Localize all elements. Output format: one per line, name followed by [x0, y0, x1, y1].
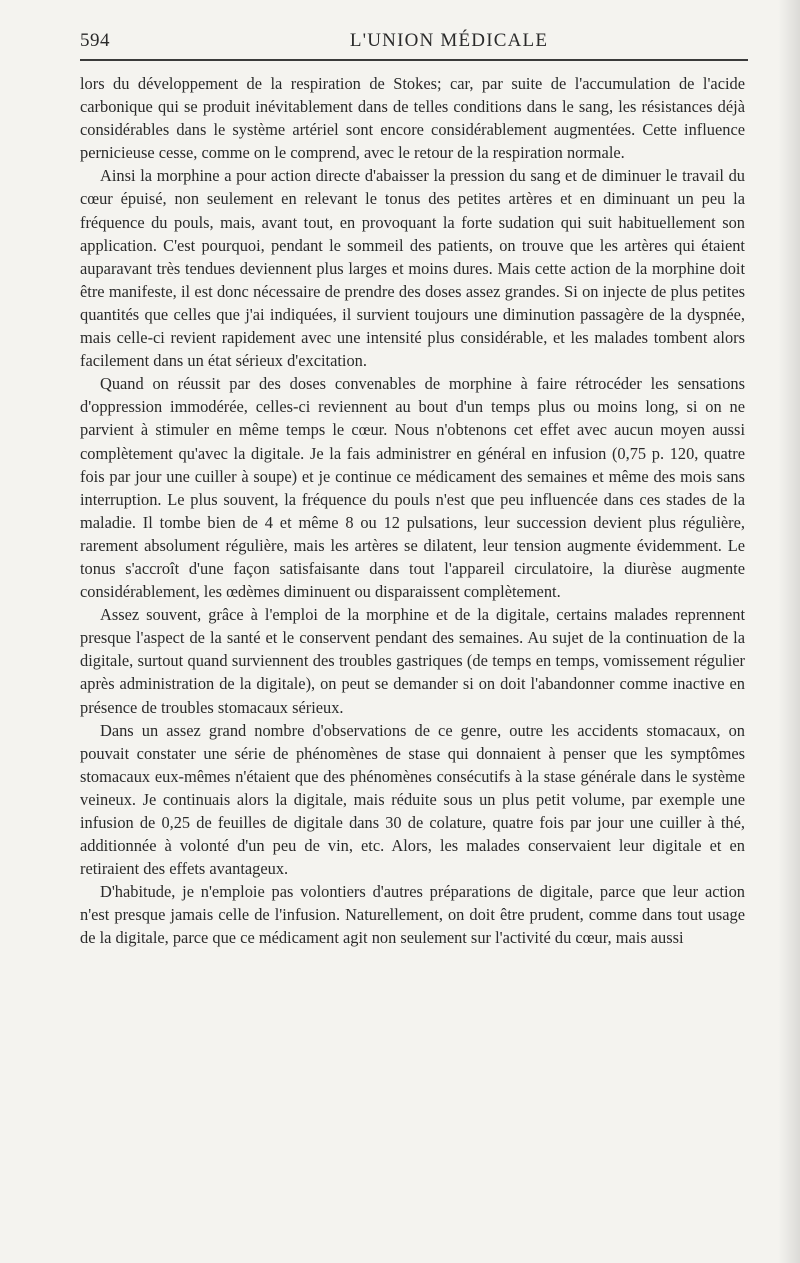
- page-header: [80, 30, 748, 56]
- paragraph-continuation: Assez souvent, grâce à l'emploi de la morphine et de la digitale, certains malades reprennent presque l'aspect de la santé et le conservent pendant des semaines. Au sujet de la continuation de la digitale, surtout quand surviennent des troubles gastriques (de temps en temps, vomissement régulier après administration de la digitale), on peut se demander si on doit l'abandonner comme inactive en présence de troubles stomacaux sérieux.: [80, 605, 745, 717]
- page-edge-shadow: [778, 0, 800, 1263]
- paragraph-preparations: D'habitude, je n'emploie pas volontiers d'autres préparations de digitale, parce que leur action n'est presque jamais celle de l'infusion. Naturellement, on doit être prudent, comme dans tout usage de la digitale, parce que ce médicament agit non seulement sur l'activité du cœur, mais aussi: [80, 882, 745, 948]
- paragraph-digitale-infusion: Quand on réussit par des doses convenables de morphine à faire rétrocéder les sensations d'oppression immodérée, celles-ci reviennent au bout d'un temps plus ou moins long, si on ne parvient à stimuler en même temps le cœur. Nous n'obtenons cet effet avec aucun moyen aussi complètement qu'avec la digitale. Je la fais administrer en général en infusion (0,75 p. 120, quatre fois par jour une cuiller à soupe) et je continue ce médicament des semaines et même des mois sans interruption. Le plus souvent, la fréquence du pouls n'est que peu influencée dans ces stades de la maladie. Il tombe bien de 4 et même 8 ou 12 pulsations, leur succession devient plus régulière, rarement absolument régulière, mais les artères se dilatent, leur tension augmente évidemment. Le tonus s'accroît d'une façon satisfaisante dans tout l'appareil circulatoire, la diurèse augmente considérablement, les œdèmes diminuent ou disparaissent complètement.: [80, 374, 745, 602]
- paragraph-continued: lors du développement de la respiration de Stokes; car, par suite de l'accumulation de l'acide carbonique qui se produit inévitablement dans de telles conditions dans le sang, les résistances déjà considérables dans le système artériel sont encore considérablement augmentées. Cette influence pernicieuse cesse, comme on le comprend, avec le retour de la respiration normale.: [80, 74, 745, 163]
- paragraph-stase: Dans un assez grand nombre d'observations de ce genre, outre les accidents stomacaux, on pouvait constater une série de phénomènes de stase qui donnaient à penser que les symptômes stomacaux eux-mêmes n'étaient que des phénomènes consécutifs à la stase générale dans le système veineux. Je continuais alors la digitale, mais réduite sous un plus petit volume, par exemple une infusion de 0,25 de feuilles de digitale dans 30 de colature, quatre fois par jour une cuiller à thé, additionnée à volonté d'un peu de vin, etc. Alors, les malades conservaient leur digitale et en retiraient des effets avantageux.: [80, 720, 745, 879]
- header-rule: [80, 59, 748, 61]
- page-number: 594: [80, 30, 110, 51]
- paragraph-morphine-action: Ainsi la morphine a pour action directe d'abaisser la pression du sang et de diminuer le travail du cœur épuisé, non seulement en relevant le tonus des petites artères et en diminuant un peu la fréquence du pouls, mais, avant tout, en provoquant la forte sudation qui suit habituellement son application. C'est pourquoi, pendant le sommeil des patients, on trouve que les artères qui étaient auparavant très tendues deviennent plus larges et moins dures. Mais cette action de la morphine doit être manifeste, il est donc nécessaire de prendre des doses assez grandes. Si on injecte de plus petites quantités que celles que j'ai indiquées, il survient toujours une diminution passagère de la dyspnée, mais celle-ci revient rapidement avec une intensité plus considérable, et les malades tombent alors facilement dans un état sérieux d'excitation.: [80, 166, 745, 371]
- running-title: L'UNION MÉDICALE: [349, 30, 549, 51]
- body-text: [80, 72, 745, 950]
